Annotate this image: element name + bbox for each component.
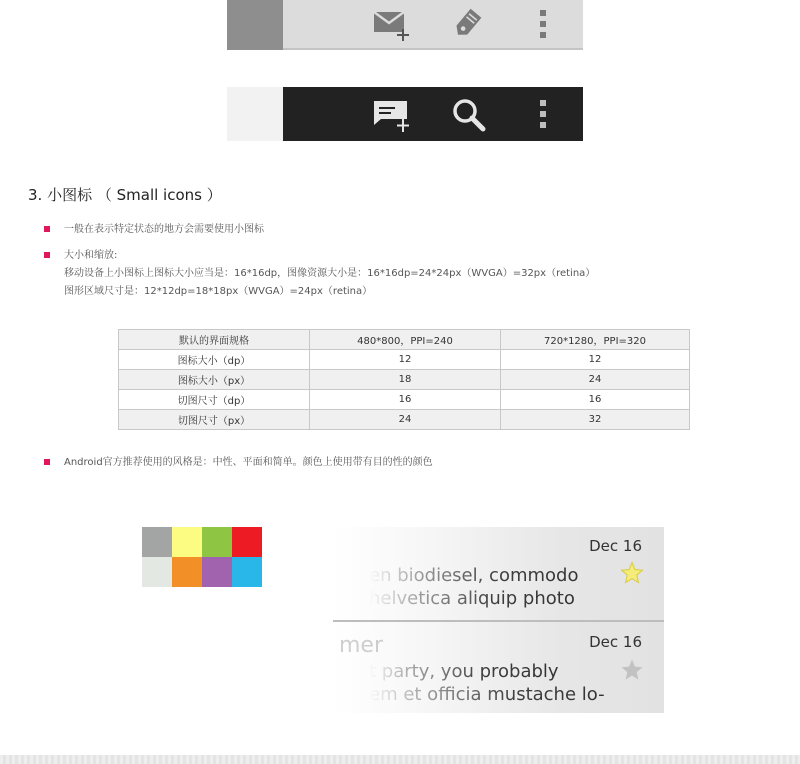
color-swatch	[232, 557, 262, 587]
color-swatch	[172, 557, 202, 587]
table-row	[119, 390, 690, 410]
mail-date: Dec 16	[589, 633, 642, 651]
table-cell: 图标大小（dp）	[119, 350, 310, 370]
new-message-icon[interactable]	[373, 99, 413, 133]
mail-list-preview	[333, 527, 664, 713]
overflow-menu-icon[interactable]	[539, 10, 547, 38]
bullet-marker	[44, 459, 50, 465]
mail-snippet-line: t party, you probably	[369, 661, 559, 682]
star-outline-icon[interactable]	[620, 658, 644, 686]
color-swatch	[142, 557, 172, 587]
table-cell: 32	[501, 410, 690, 430]
table-cell: 切图尺寸（px）	[119, 410, 310, 430]
bullet-text: 一般在表示特定状态的地方会需要使用小图标	[64, 224, 264, 235]
table-cell: 切图尺寸（dp）	[119, 390, 310, 410]
tag-icon[interactable]	[449, 6, 485, 42]
color-swatch	[232, 527, 262, 557]
color-palette	[142, 527, 262, 587]
bullet-line: 移动设备上小图标上图标大小应当是：16*16dp，图像资源大小是：16*16dp=24*24px（WVGA）=32px（retina）	[64, 268, 596, 279]
star-filled-icon[interactable]	[620, 561, 644, 589]
table-header-cell: 480*800，PPI=240	[310, 330, 501, 350]
mail-date: Dec 16	[589, 537, 642, 555]
mail-snippet-line: en biodiesel, commodo	[369, 565, 579, 586]
bullet-marker	[44, 226, 50, 232]
table-row	[119, 410, 690, 430]
mail-snippet-line: em et officia mustache lo-	[369, 684, 605, 705]
compose-mail-icon[interactable]	[373, 8, 413, 42]
bullet-line: 图形区域尺寸是：12*12dp=18*18px（WVGA）=24px（retina）	[64, 286, 373, 297]
bullet-item-usage	[44, 221, 264, 239]
color-swatch	[172, 527, 202, 557]
bullet-item-size	[44, 247, 595, 301]
table-cell: 18	[310, 370, 501, 390]
table-cell: 图标大小（px）	[119, 370, 310, 390]
table-cell: 16	[310, 390, 501, 410]
overflow-menu-icon[interactable]	[539, 100, 547, 128]
color-swatch	[202, 527, 232, 557]
table-row	[119, 370, 690, 390]
table-header-cell: 默认的界面规格	[119, 330, 310, 350]
bullet-title: 大小和缩放:	[64, 250, 118, 261]
mail-sender: mer	[339, 633, 384, 658]
bullet-marker	[44, 252, 50, 258]
section-title: 3. 小图标 （ Small icons ）	[28, 186, 222, 204]
table-cell: 24	[310, 410, 501, 430]
table-cell: 12	[501, 350, 690, 370]
icon-spec-table	[118, 329, 690, 430]
color-swatch	[202, 557, 232, 587]
table-header-row	[119, 330, 690, 350]
table-row	[119, 350, 690, 370]
table-cell: 16	[501, 390, 690, 410]
action-bar-dark-example	[227, 87, 583, 141]
footer-strip	[0, 755, 800, 764]
table-header-cell: 720*1280，PPI=320	[501, 330, 690, 350]
mail-snippet-line: helvetica aliquip photo	[369, 588, 575, 609]
action-bar-dark-body	[283, 87, 583, 141]
action-bar-dark-home-area	[227, 87, 283, 141]
search-icon[interactable]	[451, 97, 487, 133]
action-bar-light-home-area	[227, 0, 283, 50]
table-cell: 12	[310, 350, 501, 370]
list-divider	[333, 620, 664, 622]
table-cell: 24	[501, 370, 690, 390]
bullet-text: Android官方推荐使用的风格是：中性、平面和简单。颜色上使用带有目的性的颜色	[64, 457, 433, 468]
action-bar-light-example	[227, 0, 583, 50]
color-swatch	[142, 527, 172, 557]
bullet-item-style	[44, 454, 433, 472]
